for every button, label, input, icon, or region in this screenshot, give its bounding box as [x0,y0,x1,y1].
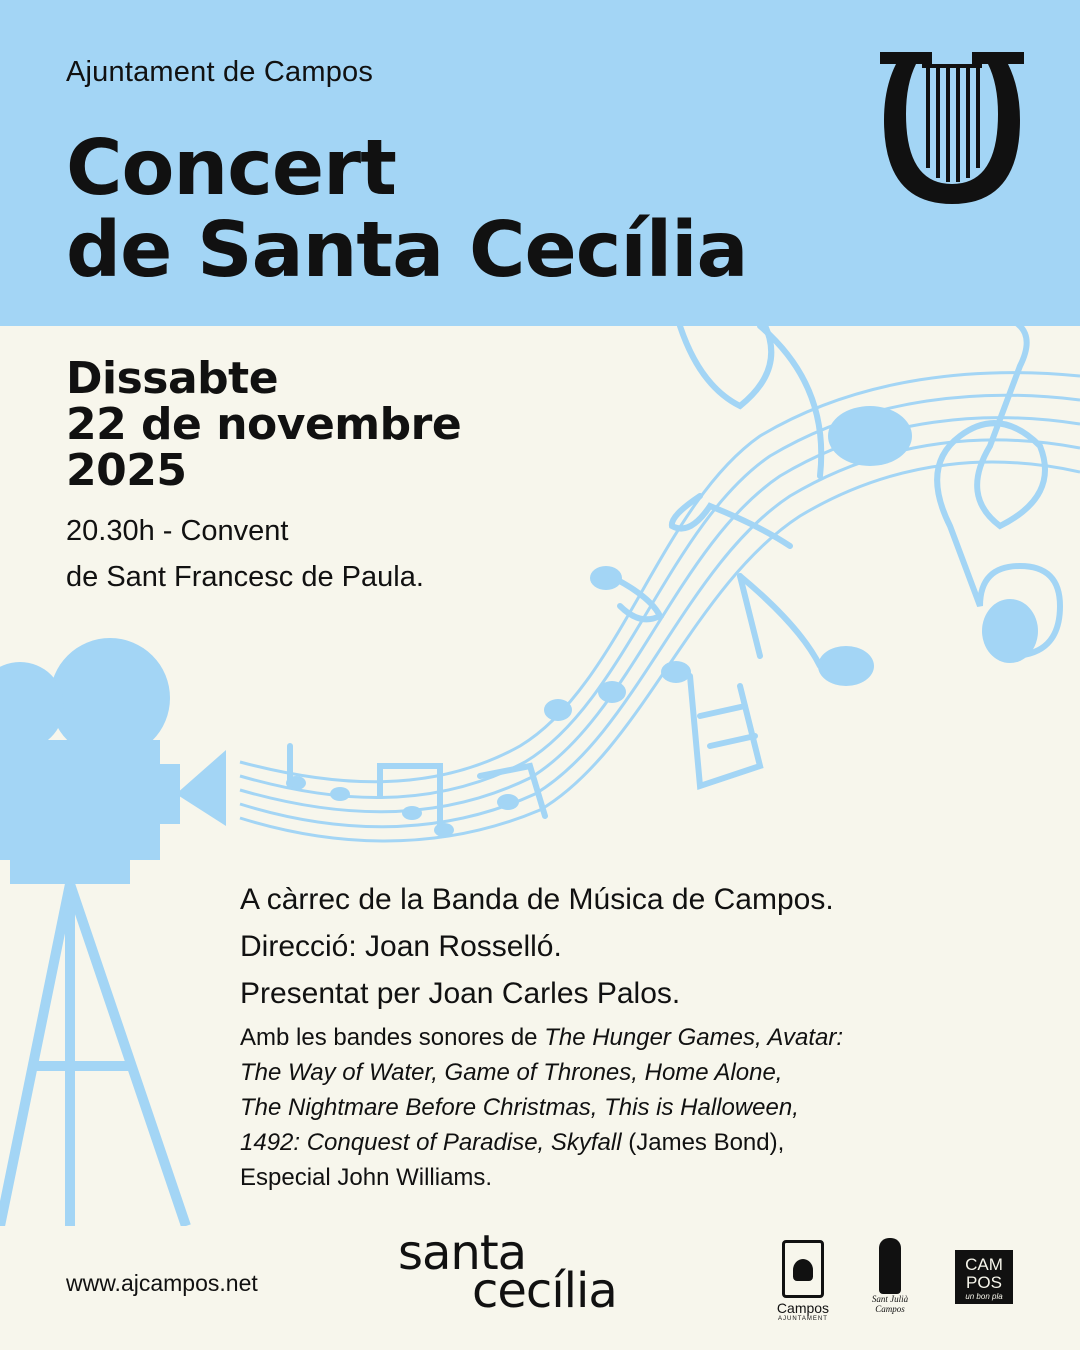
event-venue [66,508,424,600]
event-day: Dissabte [66,353,279,404]
organizer: Ajuntament de Campos [66,56,374,88]
program-item: The Hunger Games, Avatar: [544,1024,843,1051]
council-logo [768,1240,838,1322]
event-date [66,353,462,496]
program-last: Especial John Williams. [240,1164,493,1191]
credits [240,876,834,1017]
event-year: 2025 [66,445,187,496]
credit-presenter: Presentat per Joan Carles Palos. [240,977,681,1010]
venue-line-2: de Sant Francesc de Paula. [66,561,424,593]
title-line-2: de Santa Cecília [66,206,748,295]
campos-brand-text: CAM POS [965,1255,1003,1292]
program-item: The Way of Water, Game of Thrones, Home Alone, [240,1059,783,1086]
header-banner [0,0,1080,326]
saint-figure-icon [879,1238,901,1294]
parish-logo-name: Sant Julià Campos [871,1294,909,1314]
brand-line-1: santa [398,1225,527,1281]
venue-line-1: 20.30h - Convent [66,515,289,547]
council-logo-name: Campos [776,1300,830,1316]
program-note: (James Bond), [621,1129,785,1156]
council-logo-sub: AJUNTAMENT [778,1316,828,1322]
brand-line-2: cecília [472,1263,617,1319]
page-title [66,124,748,295]
program-text [240,1020,1000,1195]
program-item: The Nightmare Before Christmas, This is Halloween, [240,1094,799,1121]
credit-director: Direcció: Joan Rosselló. [240,930,562,963]
film-camera-icon [0,638,226,1226]
parish-logo [862,1238,918,1314]
program-item: 1492: Conquest of Paradise, Skyfall [240,1129,622,1156]
santa-cecilia-wordmark [398,1225,617,1319]
title-line-1: Concert [66,124,396,213]
lyre-icon [876,44,1028,214]
shield-icon [782,1240,824,1298]
website-link[interactable]: www.ajcampos.net [66,1270,258,1296]
program-intro: Amb les bandes sonores de [240,1024,545,1051]
campos-brand-tagline: un bon pla [965,1292,1003,1301]
credit-band: A càrrec de la Banda de Música de Campos. [240,883,834,916]
campos-brand-logo [955,1250,1013,1304]
event-date-text: 22 de novembre [66,399,462,450]
